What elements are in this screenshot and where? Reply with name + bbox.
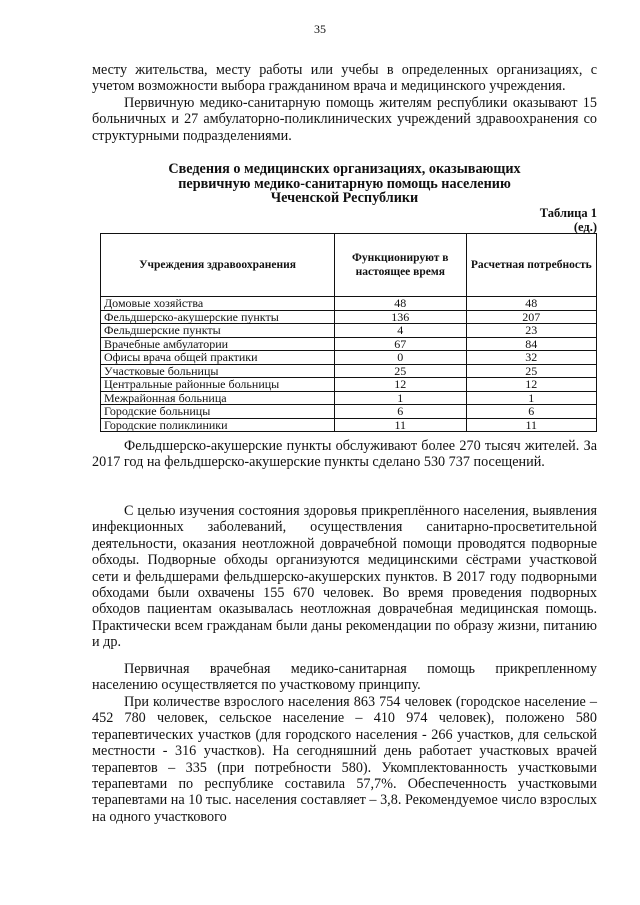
cell-name: Фельдшерские пункты: [101, 324, 335, 338]
table-title-line: Сведения о медицинских организациях, оказывающих: [168, 161, 521, 177]
table-label: [540, 206, 597, 234]
table-row: [101, 391, 597, 405]
cell-functioning: 67: [335, 337, 467, 351]
paragraph-4: С целью изучения состояния здоровья прикреплённого населения, выявления инфекционных заболеваний, осуществления санитарно-просветительной деятельности, оказания неотложной доврачебной помощи проводятся подворные обходы. Подворные обходы организуются медицинскими сёстрами участковой сети и фельдшерами фельдшерско-акушерских пунктов. В 2017 году подворными обходами были охвачены 155 670 человек. Во время проведения подворных обходов пациентам оказывалась неотложная доврачебная медицинская помощь. Практически всем гражданам были даны рекомендации по образу жизни, питанию и др.: [92, 503, 597, 651]
cell-required: 11: [466, 418, 596, 432]
header-functioning: Функционируют в настоящее время: [335, 234, 467, 297]
cell-required: 207: [466, 310, 596, 324]
table-row: [101, 418, 597, 432]
cell-required: 12: [466, 378, 596, 392]
table-row: [101, 378, 597, 392]
paragraph-6: При количестве взрослого населения 863 754 человек (городское население – 452 780 человек, сельское население – 410 974 человек), положено 580 терапевтических участков (для городского населения - 266 участков, для сельской местности - 316 участков). На сегодняшний день работает участковых врачей терапевтов – 335 (при потребности 580). Укомплектованность участковыми терапевтами по республике составила 57,7%. Обеспеченность участковыми терапевтами на 10 тыс. населения составляет – 3,8. Рекомендуемое число взрослых на одного участкового: [92, 694, 597, 825]
cell-name: Домовые хозяйства: [101, 297, 335, 311]
cell-name: Городские больницы: [101, 405, 335, 419]
cell-name: Офисы врача общей практики: [101, 351, 335, 365]
cell-functioning: 1: [335, 391, 467, 405]
page-number: 35: [314, 22, 326, 36]
table-title-line: Чеченской Республики: [270, 190, 419, 206]
table-title: [92, 162, 597, 206]
cell-required: 23: [466, 324, 596, 338]
paragraph-2: Первичную медико-санитарную помощь жителям республики оказывают 15 больничных и 27 амбулаторно-поликлинических учреждений здравоохранения со структурными подразделениями.: [92, 95, 597, 144]
table-number: Таблица 1: [539, 206, 597, 220]
cell-required: 32: [466, 351, 596, 365]
table-row: [101, 337, 597, 351]
cell-functioning: 136: [335, 310, 467, 324]
header-institutions: Учреждения здравоохранения: [101, 234, 335, 297]
table-row: [101, 364, 597, 378]
table-row: [101, 297, 597, 311]
table-title-line: первичную медико-санитарную помощь населению: [178, 175, 511, 192]
cell-functioning: 0: [335, 351, 467, 365]
cell-required: 1: [466, 391, 596, 405]
cell-name: Центральные районные больницы: [101, 378, 335, 392]
cell-name: Городские поликлиники: [101, 418, 335, 432]
cell-functioning: 4: [335, 324, 467, 338]
cell-name: Участковые больницы: [101, 364, 335, 378]
cell-functioning: 25: [335, 364, 467, 378]
cell-name: Межрайонная больница: [101, 391, 335, 405]
paragraph-5: Первичная врачебная медико-санитарная помощь прикрепленному населению осуществляется по участковому принципу.: [92, 661, 597, 694]
table-row: [101, 351, 597, 365]
cell-functioning: 12: [335, 378, 467, 392]
cell-functioning: 11: [335, 418, 467, 432]
table-unit: (ед.): [573, 220, 597, 234]
table-row: [101, 310, 597, 324]
table-row: [101, 405, 597, 419]
cell-required: 48: [466, 297, 596, 311]
paragraph-3: Фельдшерско-акушерские пункты обслуживают более 270 тысяч жителей. За 2017 год на фельдшерско-акушерские пункты сделано 530 737 посещений.: [92, 438, 597, 471]
cell-functioning: 6: [335, 405, 467, 419]
cell-required: 6: [466, 405, 596, 419]
cell-name: Врачебные амбулатории: [101, 337, 335, 351]
cell-required: 84: [466, 337, 596, 351]
table-row: [101, 324, 597, 338]
cell-name: Фельдшерско-акушерские пункты: [101, 310, 335, 324]
cell-required: 25: [466, 364, 596, 378]
table-header-row: [101, 234, 597, 297]
institutions-table: [100, 233, 597, 432]
cell-functioning: 48: [335, 297, 467, 311]
header-required: Расчетная потребность: [466, 234, 596, 297]
paragraph-1: месту жительства, месту работы или учебы в определенных организациях, с учетом возможности выбора гражданином врача и медицинского учреждения.: [92, 62, 597, 95]
